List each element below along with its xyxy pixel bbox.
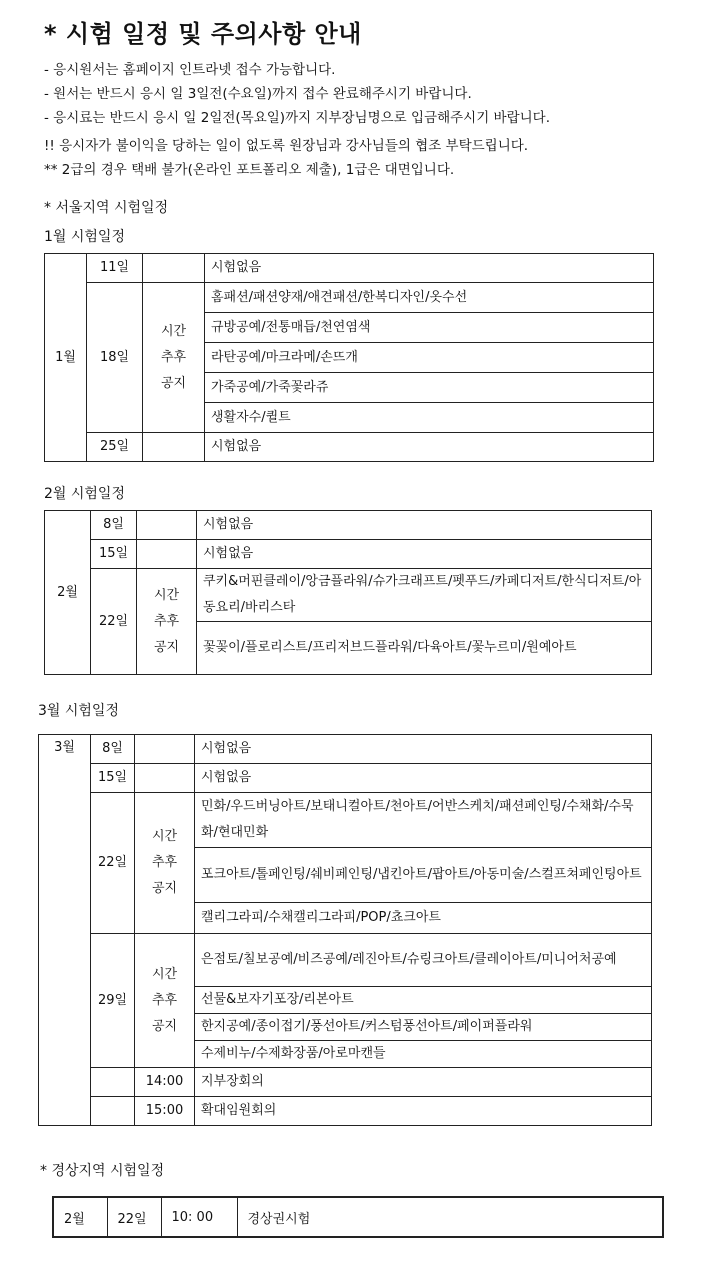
table-row [45, 540, 652, 569]
feb-heading: 2월 시험일정 [44, 486, 125, 502]
time-tbd-line: 시간 [151, 966, 178, 982]
subject-cell: 시험없음 [195, 735, 652, 764]
month-cell: 3월 [39, 735, 91, 1126]
date-cell: 22일 [107, 1197, 161, 1237]
time-tbd-cell [143, 283, 205, 433]
time-tbd-line: 공지 [151, 1018, 178, 1034]
subject-cell: 생활자수/퀼트 [205, 403, 654, 433]
subject-cell: 수제비누/수제화장품/아로마캔들 [195, 1041, 652, 1068]
mar-heading: 3월 시험일정 [38, 703, 119, 719]
time-tbd-line: 추후 [160, 349, 187, 365]
subject-cell: 규방공예/전통매듭/천연염색 [205, 313, 654, 343]
notice-list [44, 58, 550, 182]
subject-cell: 쿠키&머핀클레이/앙금플라워/슈가크래프트/펫푸드/카페디저트/한식디저트/아동요리/바리스타 [197, 569, 652, 622]
time-tbd-line: 추후 [153, 613, 180, 629]
table-row [45, 569, 652, 622]
subject-cell: 확대임원회의 [195, 1097, 652, 1126]
time-cell: 10: 00 [161, 1197, 237, 1237]
time-cell [135, 735, 195, 764]
time-tbd-cell [135, 793, 195, 934]
time-cell [137, 540, 197, 569]
subject-cell: 캘리그라피/수채캘리그라피/POP/쵸크아트 [195, 903, 652, 934]
month-cell: 2월 [53, 1197, 107, 1237]
time-tbd-line: 공지 [160, 375, 187, 391]
page-title: * 시험 일정 및 주의사항 안내 [44, 20, 362, 48]
time-tbd-line: 추후 [151, 992, 178, 1008]
table-row [45, 511, 652, 540]
table-row [45, 254, 654, 283]
notice-line: !! 응시자가 불이익을 당하는 일이 없도록 원장님과 강사님들의 협조 부탁드립니다. [44, 138, 529, 154]
table-row [45, 433, 654, 462]
time-cell: 15:00 [135, 1097, 195, 1126]
gyeongsang-region-label: * 경상지역 시험일정 [40, 1163, 165, 1179]
subject-cell: 가죽공예/가죽꽃라쥬 [205, 373, 654, 403]
date-cell: 29일 [91, 934, 135, 1068]
date-cell: 8일 [91, 511, 137, 540]
table-row [39, 1068, 652, 1097]
subject-cell: 라탄공예/마크라메/손뜨개 [205, 343, 654, 373]
subject-cell: 한지공예/종이접기/풍선아트/커스텀풍선아트/페이퍼플라워 [195, 1014, 652, 1041]
date-cell: 18일 [87, 283, 143, 433]
jan-schedule-table [44, 253, 654, 462]
time-tbd-line: 추후 [151, 855, 178, 870]
table-row [39, 764, 652, 793]
subject-cell: 선물&보자기포장/리본아트 [195, 987, 652, 1014]
time-tbd-cell [135, 934, 195, 1068]
subject-cell: 시험없음 [205, 433, 654, 462]
feb-schedule-table [44, 510, 652, 675]
table-row [39, 735, 652, 764]
table-row [39, 793, 652, 848]
date-cell: 8일 [91, 735, 135, 764]
subject-cell: 경상권시험 [237, 1197, 663, 1237]
time-cell [135, 764, 195, 793]
time-cell [137, 511, 197, 540]
subject-cell: 지부장회의 [195, 1068, 652, 1097]
date-cell: 15일 [91, 764, 135, 793]
date-cell: 11일 [87, 254, 143, 283]
notice-line: ** 2급의 경우 택배 불가(온라인 포트폴리오 제출), 1급은 대면입니다. [44, 162, 455, 178]
subject-cell: 시험없음 [195, 764, 652, 793]
subject-cell: 시험없음 [197, 511, 652, 540]
date-cell: 22일 [91, 793, 135, 934]
date-cell: 15일 [91, 540, 137, 569]
subject-cell: 은점토/칠보공예/비즈공예/레진아트/슈링크아트/클레이아트/미니어처공예 [195, 934, 652, 987]
seoul-region-label: * 서울지역 시험일정 [44, 200, 169, 216]
subject-cell: 민화/우드버닝아트/보태니컬아트/천아트/어반스케치/패션페인팅/수채화/수묵화/현대민화 [195, 793, 652, 848]
subject-cell: 시험없음 [205, 254, 654, 283]
time-tbd-cell [137, 569, 197, 675]
time-cell [143, 254, 205, 283]
month-cell: 2월 [45, 511, 91, 675]
date-cell [91, 1097, 135, 1126]
notice-line: - 응시료는 반드시 응시 일 2일전(목요일)까지 지부장님명으로 입금해주시기 바랍니다. [44, 110, 551, 126]
time-tbd-line: 시간 [153, 587, 180, 603]
table-row [39, 934, 652, 987]
table-row [45, 283, 654, 313]
date-cell [91, 1068, 135, 1097]
jan-heading: 1월 시험일정 [44, 229, 125, 245]
date-cell: 25일 [87, 433, 143, 462]
time-cell [143, 433, 205, 462]
time-tbd-line: 시간 [151, 829, 178, 844]
notice-line: - 응시원서는 홈페이지 인트라넷 접수 가능합니다. [44, 62, 336, 78]
subject-cell: 포크아트/톨페인팅/쉐비페인팅/냅킨아트/팝아트/아동미술/스컬프쳐페인팅아트 [195, 848, 652, 903]
date-cell: 22일 [91, 569, 137, 675]
subject-cell: 꽃꽂이/플로리스트/프리저브드플라워/다육아트/꽃누르미/원예아트 [197, 622, 652, 675]
table-row [53, 1197, 663, 1237]
table-row [39, 1097, 652, 1126]
subject-cell: 시험없음 [197, 540, 652, 569]
month-cell: 1월 [45, 254, 87, 462]
time-tbd-line: 공지 [151, 881, 178, 896]
time-cell: 14:00 [135, 1068, 195, 1097]
gyeongsang-schedule-table [52, 1196, 664, 1238]
time-tbd-line: 시간 [160, 323, 187, 339]
mar-schedule-table [38, 734, 652, 1126]
subject-cell: 홈패션/패션양재/애견패션/한복디자인/옷수선 [205, 283, 654, 313]
notice-line: - 원서는 반드시 응시 일 3일전(수요일)까지 접수 완료해주시기 바랍니다. [44, 86, 472, 102]
time-tbd-line: 공지 [153, 639, 180, 655]
